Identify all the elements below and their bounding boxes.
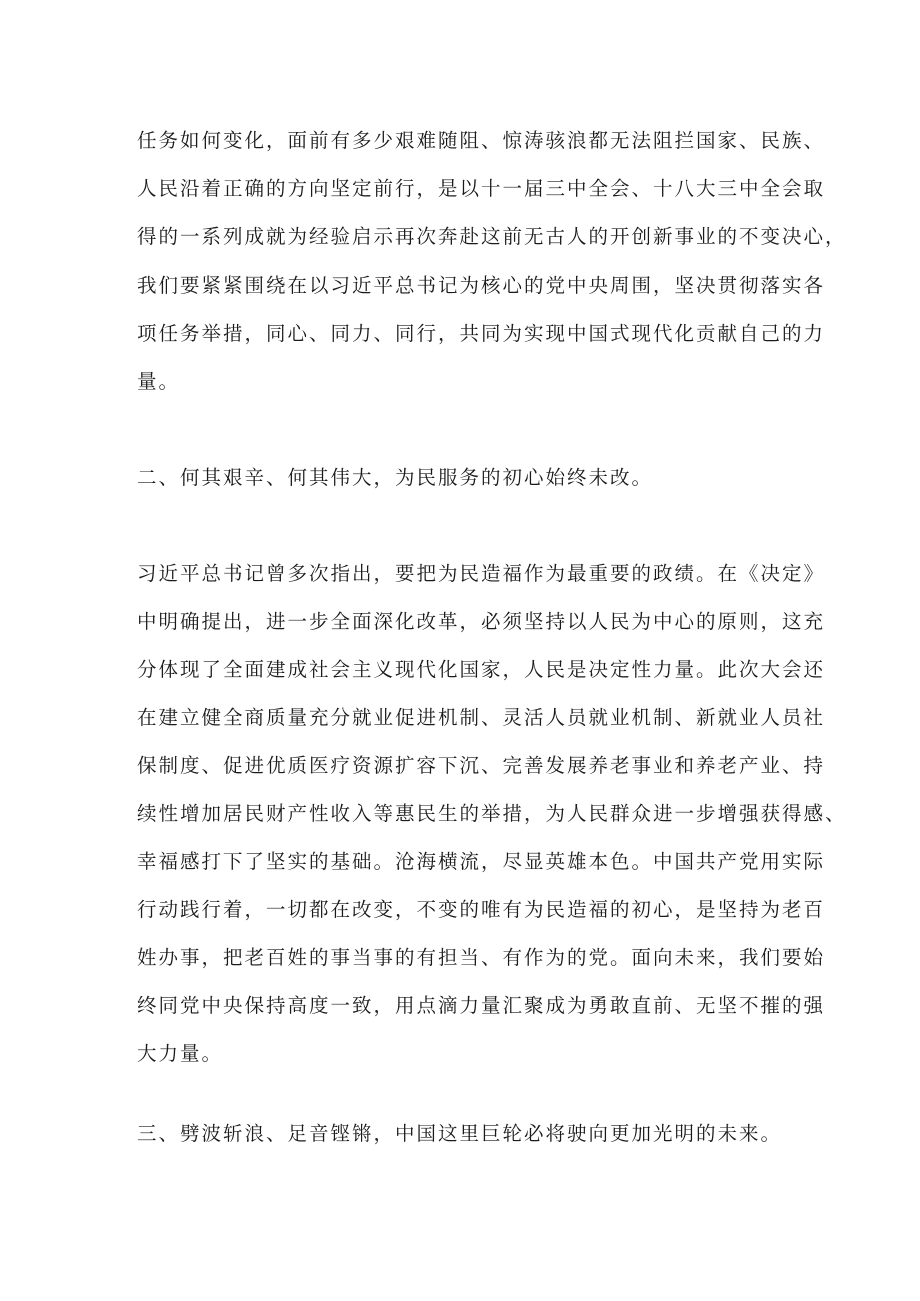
- paragraph-line: 我们要紧紧围绕在以习近平总书记为核心的党中央周围，坚决贯彻落实各: [137, 274, 826, 297]
- paragraph-line: 续性增加居民财产性收入等惠民生的举措，为人民群众进一步增强获得感、: [137, 802, 847, 825]
- paragraph-line: 保制度、促进优质医疗资源扩容下沉、完善发展养老事业和养老产业、持: [137, 754, 826, 777]
- paragraph-line: 姓办事，把老百姓的事当事的有担当、有作为的党。面向未来，我们要始: [137, 946, 826, 969]
- paragraph-line: 量。: [137, 370, 181, 393]
- paragraph-line: 得的一系列成就为经验启示再次奔赴这前无古人的开创新事业的不变决心，: [137, 225, 847, 248]
- paragraph-line: 在建立健全商质量充分就业促进机制、灵活人员就业机制、新就业人员社: [137, 706, 826, 729]
- paragraph-line: 行动践行着，一切都在改变，不变的唯有为民造福的初心，是坚持为老百: [137, 898, 826, 921]
- paragraph-line: 幸福感打下了坚实的基础。沧海横流，尽显英雄本色。中国共产党用实际: [137, 850, 826, 873]
- paragraph-line: 分体现了全面建成社会主义现代化国家，人民是决定性力量。此次大会还: [137, 658, 826, 681]
- paragraph-line: 人民沿着正确的方向坚定前行，是以十一届三中全会、十八大三中全会取: [137, 177, 826, 200]
- paragraph-line: 中明确提出，进一步全面深化改革，必须坚持以人民为中心的原则，这充: [137, 610, 826, 633]
- paragraph-line: 习近平总书记曾多次指出，要把为民造福作为最重要的政绩。在《决定》: [137, 562, 826, 585]
- section-heading-3: 三、劈波斩浪、足音铿锵，中国这里巨轮必将驶向更加光明的未来。: [137, 1122, 783, 1145]
- paragraph-line: 终同党中央保持高度一致，用点滴力量汇聚成为勇敢直前、无坚不摧的强: [137, 994, 826, 1017]
- section-heading-2: 二、何其艰辛、何其伟大，为民服务的初心始终未改。: [137, 466, 654, 489]
- paragraph-line: 项任务举措，同心、同力、同行，共同为实现中国式现代化贡献自己的力: [137, 322, 826, 345]
- paragraph-line: 任务如何变化，面前有多少艰难随阻、惊涛骇浪都无法阻拦国家、民族、: [137, 129, 826, 152]
- paragraph-line: 大力量。: [137, 1042, 224, 1065]
